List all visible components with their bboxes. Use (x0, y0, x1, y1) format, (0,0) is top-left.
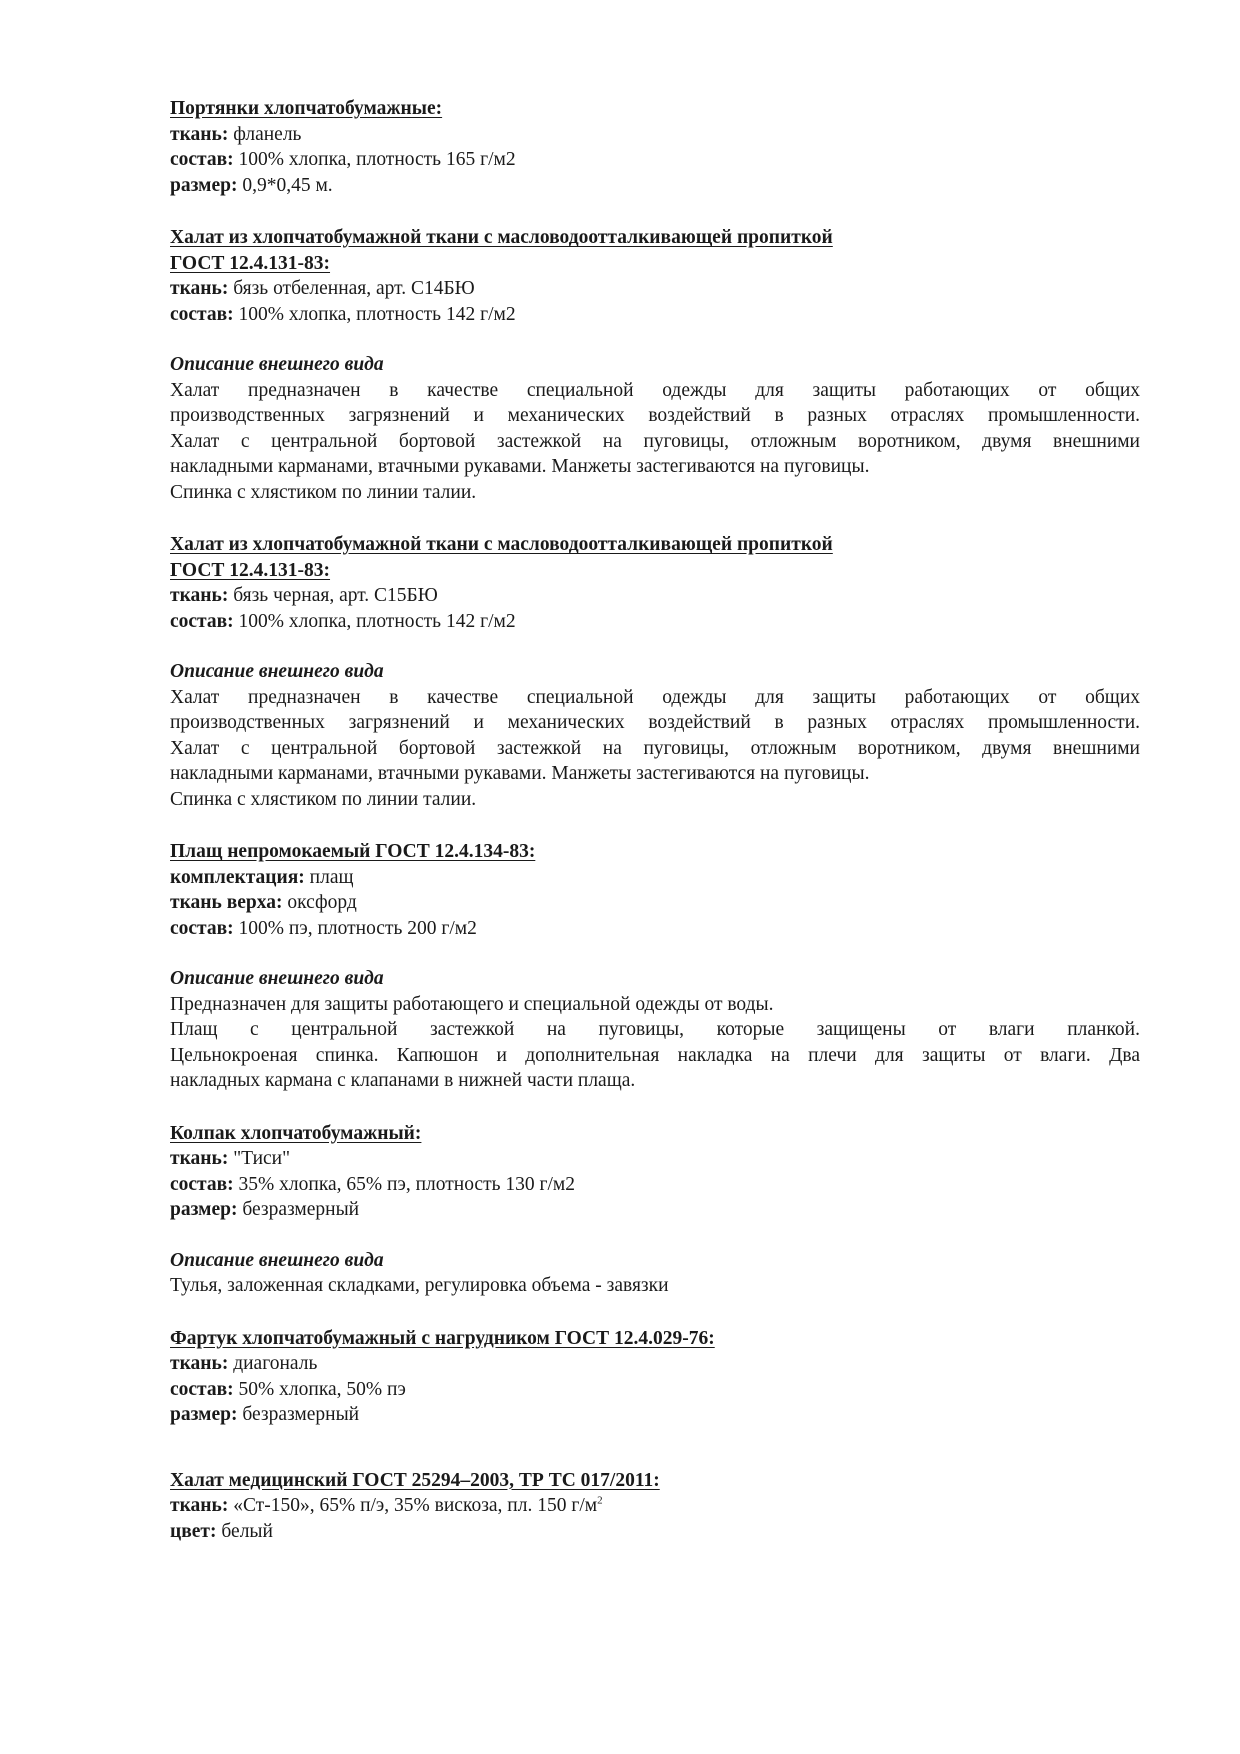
section-title: Фартук хлопчатобумажный с нагрудником ГОСТ 12.4.029-76: (170, 1327, 715, 1349)
description-heading: Описание внешнего вида (170, 1249, 384, 1271)
section-title-gost: ГОСТ 12.4.131-83: (170, 559, 331, 581)
field-fabric: ткань: бязь отбеленная, арт. С14БЮ (170, 278, 475, 299)
field-composition: состав: 100% хлопка, плотность 142 г/м2 (170, 303, 516, 325)
field-fabric: ткань: «Ст-150», 65% п/э, 35% вискоза, пл. 150 $г/м^2$ (170, 1494, 603, 1516)
section-footwraps (170, 96, 1140, 198)
field-outer-fabric: ткань верха: оксфорд (170, 892, 357, 913)
section-cap (170, 1121, 1140, 1299)
section-medical-robe (170, 1468, 1140, 1545)
description-line: Спинка с хлястиком по линии талии. (170, 788, 477, 810)
description-line: Халат предназначен в качестве специальной одежды для защиты работающих от общих (170, 379, 1140, 401)
section-raincoat (170, 839, 1140, 1094)
description-line: Плащ с центральной застежкой на пуговицы, которые защищены от влаги планкой. (170, 1019, 1140, 1040)
field-size: размер: 0,9*0,45 м. (170, 174, 333, 196)
document-page (170, 96, 1140, 1544)
description-line: Халат предназначен в качестве специальной одежды для защиты работающих от общих (170, 686, 1140, 708)
description-line: накладных кармана с клапанами в нижней части плаща. (170, 1070, 636, 1091)
field-fabric: ткань: "Тиси" (170, 1148, 291, 1169)
field-composition: состав: 100% пэ, плотность 200 г/м2 (170, 917, 477, 939)
section-title: Портянки хлопчатобумажные: (170, 98, 443, 119)
field-composition: состав: 50% хлопка, 50% пэ (170, 1378, 406, 1400)
description-line: накладными карманами, втачными рукавами. Манжеты застегиваются на пуговицы. (170, 763, 870, 784)
description-heading: Описание внешнего вида (170, 661, 384, 682)
section-title: Колпак хлопчатобумажный: (170, 1122, 422, 1144)
description-line: производственных загрязнений и механических воздействий в разных отраслях промышленности. (170, 712, 1140, 733)
section-title: Плащ непромокаемый ГОСТ 12.4.134-83: (170, 841, 536, 862)
field-size: размер: безразмерный (170, 1404, 360, 1425)
description-line: накладными карманами, втачными рукавами. Манжеты застегиваются на пуговицы. (170, 456, 870, 477)
description-line: Тулья, заложенная складками, регулировка объема - завязки (170, 1275, 669, 1296)
field-color: цвет: белый (170, 1520, 273, 1542)
description-line: Предназначен для защиты работающего и специальной одежды от воды. (170, 993, 774, 1015)
field-fabric: ткань: фланель (170, 123, 302, 145)
description-heading: Описание внешнего вида (170, 354, 384, 375)
section-title-gost: ГОСТ 12.4.131-83: (170, 252, 331, 274)
field-fabric: ткань: бязь черная, арт. С15БЮ (170, 585, 438, 606)
field-fabric: ткань: диагональ (170, 1353, 318, 1374)
field-composition: состав: 35% хлопка, 65% пэ, плотность 130 г/м2 (170, 1173, 576, 1195)
section-robe-white (170, 225, 1140, 505)
section-title: Халат из хлопчатобумажной ткани с масловодоотталкивающей пропиткой (170, 534, 833, 555)
section-robe-black (170, 532, 1140, 812)
description-line: Халат с центральной бортовой застежкой на пуговицы, отложным воротником, двумя внешними (170, 430, 1140, 452)
field-set: комплектация: плащ (170, 866, 354, 888)
section-title: Халат из хлопчатобумажной ткани с масловодоотталкивающей пропиткой (170, 227, 833, 248)
description-line: производственных загрязнений и механических воздействий в разных отраслях промышленности. (170, 405, 1140, 426)
description-line: Спинка с хлястиком по линии талии. (170, 481, 477, 503)
section-title: Халат медицинский ГОСТ 25294–2003, ТР ТС 017/2011: (170, 1469, 660, 1491)
field-composition: состав: 100% хлопка, плотность 142 г/м2 (170, 610, 516, 632)
description-line: Халат с центральной бортовой застежкой на пуговицы, отложным воротником, двумя внешними (170, 737, 1140, 759)
description-line: Цельнокроеная спинка. Капюшон и дополнительная накладка на плечи для защиты от влаги. Два (170, 1044, 1140, 1066)
description-heading: Описание внешнего вида (170, 968, 384, 989)
superscript: 2 (597, 1494, 603, 1507)
field-size: размер: безразмерный (170, 1199, 360, 1220)
section-apron (170, 1326, 1140, 1428)
field-composition: состав: 100% хлопка, плотность 165 г/м2 (170, 149, 516, 170)
